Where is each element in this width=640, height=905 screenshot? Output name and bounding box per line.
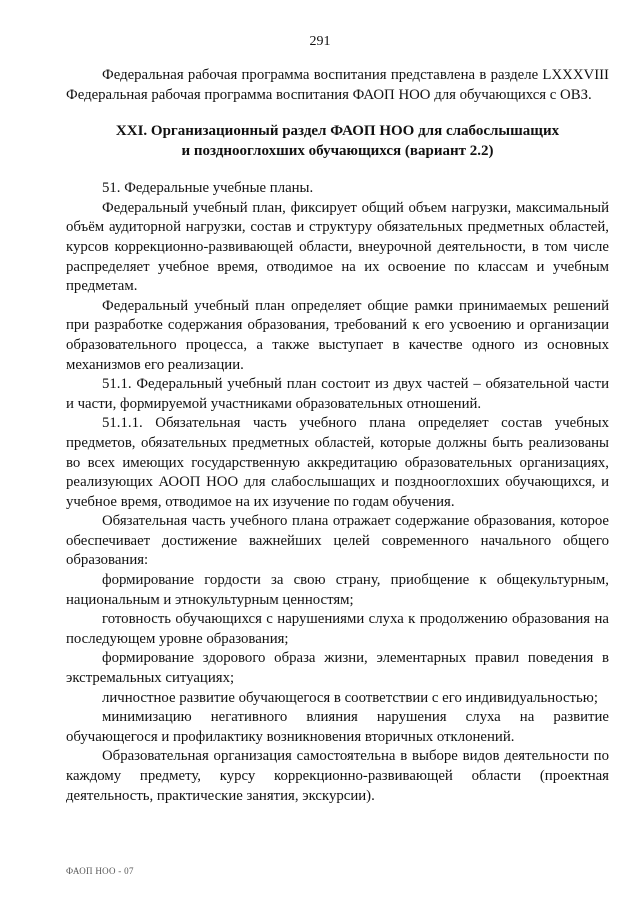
document-footer: ФАОП НОО - 07 <box>66 866 134 876</box>
paragraph: 51.1.1. Обязательная часть учебного плана определяет состав учебных предметов, обязательных предметных областей, которые должны быть реализованы во всех имеющих государственную аккредитацию образовательных организациях, реализующих АООП НОО для слабослышащих и позднооглохших обучающихся, и учебное время, отводимое на их изучение по годам обучения. <box>66 415 609 510</box>
section-heading <box>66 121 609 161</box>
document-body <box>66 66 609 806</box>
list-item: формирование гордости за свою страну, приобщение к общекультурным, национальным и этнокультурным ценностям; <box>66 572 609 608</box>
page-number: 291 <box>309 34 331 49</box>
paragraph: Федеральный учебный план определяет общие рамки принимаемых решений при разработке содержания образования, требований к его усвоению и организации образовательного процесса, а также выступает в качестве одного из основных механизмов его реализации. <box>66 297 609 373</box>
paragraph: Обязательная часть учебного плана отражает содержание образования, которое обеспечивает достижение важнейших целей современного начального общего образования: <box>66 513 609 569</box>
intro-paragraph: Федеральная рабочая программа воспитания представлена в разделе LXXXVIII Федеральная рабочая программа воспитания ФАОП НОО для обучающихся с ОВЗ. <box>66 67 609 103</box>
list-item: готовность обучающихся с нарушениями слуха к продолжению образования на последующем уровне образования; <box>66 611 609 647</box>
list-item: личностное развитие обучающегося в соответствии с его индивидуальностью; <box>102 689 598 706</box>
paragraph: Образовательная организация самостоятельна в выборе видов деятельности по каждому предмету, курсу коррекционно-развивающей области (проектная деятельность, практические занятия, экскурсии). <box>66 748 609 804</box>
paragraph: 51.1. Федеральный учебный план состоит из двух частей – обязательной части и части, формируемой участниками образовательных отношений. <box>66 376 609 412</box>
list-item: формирование здорового образа жизни, элементарных правил поведения в экстремальных ситуациях; <box>66 650 609 687</box>
list-item: минимизацию негативного влияния нарушения слуха на развитие обучающегося и профилактику возникновения вторичных отклонений. <box>66 709 609 745</box>
paragraph: 51. Федеральные учебные планы. <box>102 180 314 197</box>
paragraph: Федеральный учебный план, фиксирует общий объем нагрузки, максимальный объём аудиторной нагрузки, состав и структуру обязательных предметных областей, курсов коррекционно-развивающей области, внеурочной деятельности, в том числе распределяет учебное время, отводимое на их освоение по классам и учебным предметам. <box>66 199 609 295</box>
section-heading-line-2: и позднооглохших обучающихся (вариант 2.2) <box>181 143 494 160</box>
section-heading-line-1: XXI. Организационный раздел ФАОП НОО для слабослышащих <box>115 123 560 140</box>
